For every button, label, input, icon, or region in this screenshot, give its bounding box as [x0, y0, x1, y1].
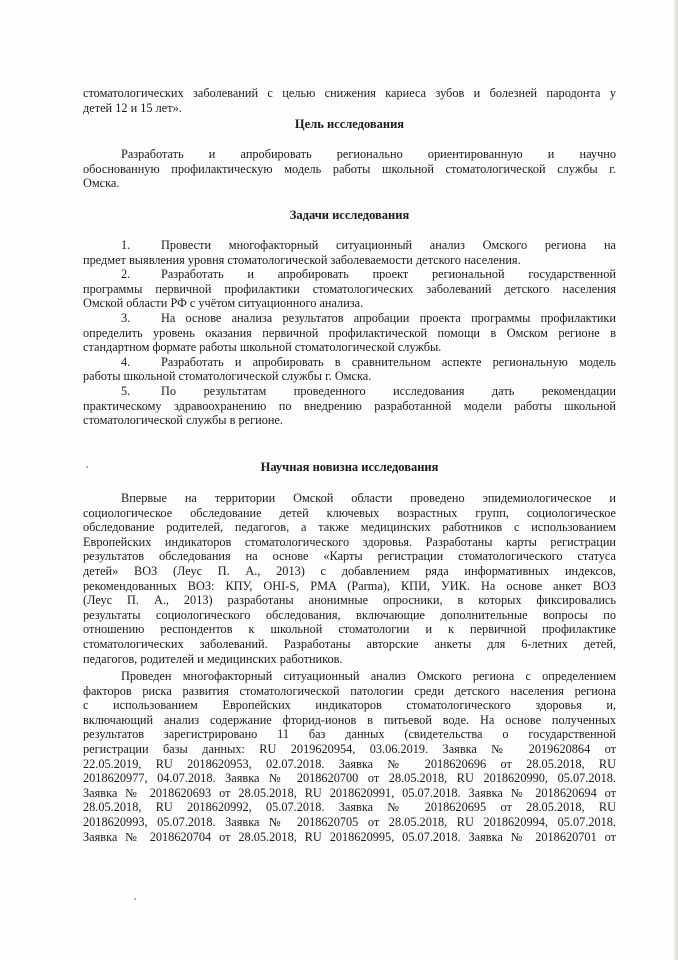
tasks-heading: Задачи исследования — [289, 208, 410, 222]
intro-line: стоматологических заболеваний с целью снижения кариеса зубов и болезней пародонта у — [83, 86, 616, 100]
novelty-line: регистрации базы данных: RU 2019620954, 03.06.2019. Заявка № 2019620864 от — [83, 741, 616, 756]
task-text: стоматологической службы в регионе. — [83, 413, 283, 428]
task-number: 2. — [121, 267, 131, 282]
task-text: По результатам проведенного исследования дать рекомендации — [161, 383, 616, 398]
novelty-line: включающий анализ содержание фторид-ионов в питьевой воде. На основе полученных — [83, 712, 616, 727]
novelty-line: результатов обследования на основе «Карты регистрации стоматологического статуса — [83, 549, 616, 564]
task-number: 1. — [121, 238, 131, 252]
task-number: 3. — [121, 310, 131, 325]
task-text: практическому здравоохранению по внедрению разработанной модели работы школьной — [83, 398, 616, 413]
task-item — [83, 238, 616, 267]
novelty-paragraph-1 — [83, 491, 616, 666]
novelty-line: детей» ВОЗ (Леус П. А., 2013) с добавлением ряда информативных индексов, — [83, 563, 616, 578]
novelty-line: Впервые на территории Омской области проведено эпидемиологическое и — [121, 491, 616, 505]
task-text: программы первичной профилактики стоматологических заболеваний детского населения — [83, 281, 616, 296]
novelty-line: с использованием Европейских индикаторов стоматологического здоровья и, — [83, 698, 616, 713]
task-number: 5. — [121, 383, 131, 398]
goal-line: Омска. — [83, 176, 120, 191]
scan-speck — [134, 898, 136, 900]
novelty-line: 2018620977, 04.07.2018. Заявка № 2018620700 от 28.05.2018, RU 2018620990, 05.07.2018. — [83, 771, 616, 786]
novelty-line: педагогов, родителей и медицинских работников. — [83, 651, 343, 666]
novelty-paragraph-2 — [83, 669, 616, 844]
task-item — [83, 384, 616, 428]
goal-line: Разработать и апробировать регионально ориентированную и научно — [121, 147, 616, 161]
novelty-line: 22.05.2019, RU 2018620953, 02.07.2018. Заявка № 2018620696 от 28.05.2018, RU — [83, 756, 616, 771]
task-text: Провести многофакторный ситуационный анализ Омского региона на — [161, 238, 616, 252]
novelty-line: стоматологических заболеваний. Разработаны авторские анкеты для 6-летних детей, — [83, 636, 616, 651]
task-text: предмет выявления уровня стоматологической заболеваемости детского населения. — [83, 252, 521, 267]
task-text: работы школьной стоматологической службы г. Омска. — [83, 369, 372, 384]
novelty-line: 2018620993, 05.07.2018. Заявка № 2018620705 от 28.05.2018, RU 2018620994, 05.07.2018. — [83, 814, 616, 829]
novelty-line: (Леус П. А., 2013) разработаны анонимные опросники, в которых фиксировались — [83, 593, 616, 608]
novelty-line: рекомендованных ВОЗ: КПУ, OHI-S, PMA (Parma), КПИ, УИК. На основе анкет ВОЗ — [83, 578, 616, 593]
task-item — [83, 311, 616, 355]
goal-paragraph — [83, 147, 616, 191]
task-text: Разработать и апробировать проект региональной государственной — [161, 267, 616, 282]
intro-paragraph — [83, 86, 616, 115]
task-item — [83, 355, 616, 384]
scan-edge — [672, 0, 678, 960]
novelty-line: обследование родителей, педагогов, а также медицинских работников с использованием — [83, 520, 616, 535]
novelty-heading: Научная новизна исследования — [260, 460, 439, 474]
tasks-list — [83, 238, 616, 428]
novelty-line: Заявка № 2018620693 от 28.05.2018, RU 2018620991, 05.07.2018. Заявка № 2018620694 от — [83, 785, 616, 800]
novelty-line: результаты социологического обследования, включающие дополнительные вопросы по — [83, 607, 616, 622]
novelty-line: отношению респондентов к школьной стоматологии и к первичной профилактике — [83, 622, 616, 637]
task-text: определить уровень оказания первичной профилактической помощи в Омском регионе в — [83, 325, 616, 340]
goal-line: обоснованную профилактическую модель работы школьной стоматологической службы г. — [83, 161, 616, 176]
task-text: Разработать и апробировать в сравнительном аспекте региональную модель — [161, 354, 616, 369]
task-text: Омской области РФ с учётом ситуационного анализа. — [83, 296, 364, 311]
novelty-line: социологическое обследование детей ключевых возрастных групп, социологическое — [83, 505, 616, 520]
novelty-line: 28.05.2018, RU 2018620992, 05.07.2018. Заявка № 2018620695 от 28.05.2018, RU — [83, 800, 616, 815]
scan-speck — [86, 466, 88, 468]
task-item — [83, 267, 616, 311]
task-text: На основе анализа результатов апробации проекта программы профилактики — [161, 310, 616, 325]
novelty-line: результатов зарегистрировано 11 баз данных (свидетельства о государственной — [83, 727, 616, 742]
novelty-line: Проведен многофакторный ситуационный анализ Омского региона с определением — [121, 669, 616, 683]
task-number: 4. — [121, 354, 131, 369]
task-text: стандартном формате работы школьной стоматологической службы. — [83, 340, 442, 355]
intro-line: детей 12 и 15 лет». — [83, 100, 182, 115]
novelty-line: Заявка № 2018620704 от 28.05.2018, RU 2018620995, 05.07.2018. Заявка № 2018620701 от — [83, 829, 616, 844]
novelty-line: факторов риска развития стоматологической патологии среди детского населения региона — [83, 683, 616, 698]
novelty-line: Европейских индикаторов стоматологического здоровья. Разработаны карты регистрации — [83, 534, 616, 549]
goal-heading: Цель исследования — [294, 117, 405, 131]
